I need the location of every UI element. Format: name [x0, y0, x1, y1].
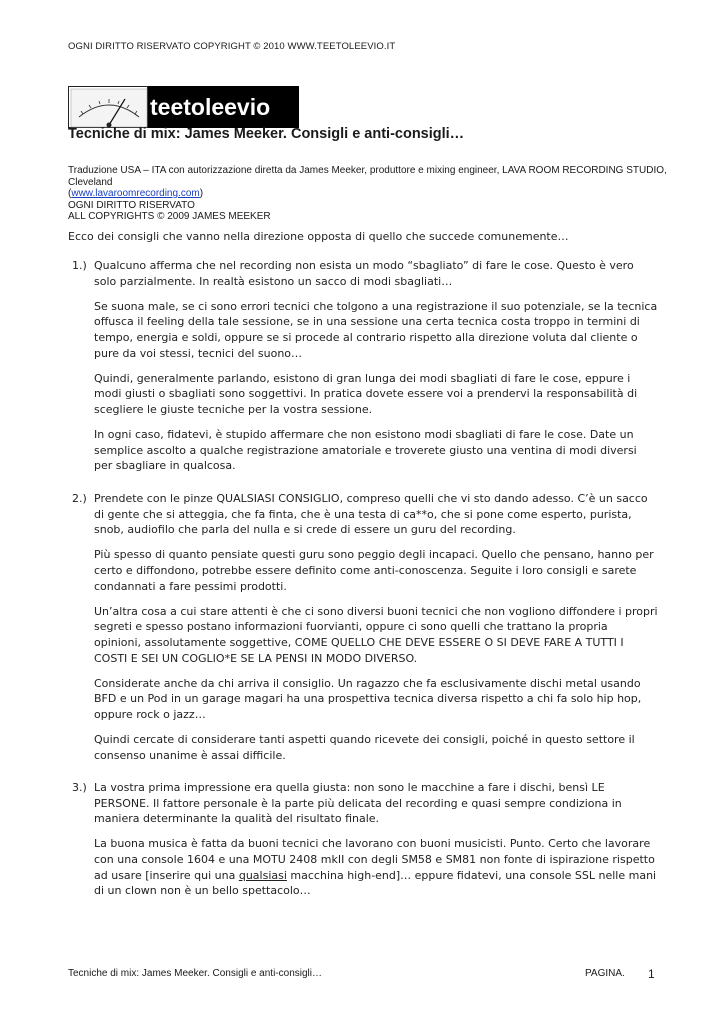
footer-page-label: PAGINA.	[585, 968, 625, 979]
page-header-copyright: OGNI DIRITTO RISERVATO COPYRIGHT © 2010 WWW.TEETOLEEVIO.IT	[68, 41, 396, 52]
credits-rights: OGNI DIRITTO RISERVATO	[68, 199, 195, 211]
list-item-1	[68, 258, 658, 474]
paragraph: La buona musica è fatta da buoni tecnici che lavorano con buoni musicisti. Punto. Certo che lavorare con una console 1604 e una MOTU 2408 mkII con degli SM58 e SM81 non fonte di ispirazione rispetto ad usare [inserire qui una qualsiasi macchina high-end]… eppure fidatevi, una console SSL nelle mani di un clown non è un bello spettacolo…	[94, 837, 657, 898]
paragraph: Prendete con le pinze QUALSIASI CONSIGLIO, compreso quelli che vi sto dando adesso. C’è un sacco di gente che si atteggia, che fa finta, che è una testa di ca**o, che si pone come esperto, purista, snob, audiofilo che parla del nulla e si crede di essere un guru del recording.	[94, 492, 648, 537]
list-item-number: 2.)	[72, 492, 87, 505]
page-footer	[68, 968, 668, 979]
list-item-3	[68, 780, 658, 899]
intro-paragraph: Ecco dei consigli che vanno nella direzione opposta di quello che succede comunemente…	[68, 230, 569, 243]
paragraph: In ogni caso, fidatevi, è stupido affermare che non esistono modi sbagliati di fare le cose. Date un semplice ascolto a qualche registrazione amatoriale e troverete giusto una ventina di modi diversi per sbagliare in qualcosa.	[94, 427, 637, 473]
paragraph: Più spesso di quanto pensiate questi guru sono peggio degli incapaci. Quello che pensano, hanno per certo e diffondono, potrebbe essere definito come anti-conoscenza. Seguite i loro consigli e sarete condannati a fare pessimi prodotti.	[94, 548, 654, 593]
vu-meter-icon	[68, 86, 148, 128]
credits-block	[68, 165, 668, 223]
paragraph: Un’altra cosa a cui stare attenti è che ci sono diversi buoni tecnici che non vogliono diffondere i propri segreti e spesso postano informazioni fuorvianti, oppure ci sono quelli che trattano la propria opinioni, assolutamente soggettive, COME QUELLO CHE DEVE ESSERE O SI DEVE FARE A TUTTI I COSTI E SEI UN COGLIO*E SE LA PENSI IN MODO DIVERSO.	[94, 604, 658, 665]
paragraph: La vostra prima impressione era quella giusta: non sono le macchine a fare i dischi, bensì LE PERSONE. Il fattore personale è la parte più delicata del recording e quasi sempre condiziona in maniera determinante la qualità del risultato finale.	[94, 781, 622, 826]
logo-brand-text: teetoleevio	[148, 86, 299, 128]
list-item-number: 3.)	[72, 781, 87, 794]
footer-title: Tecniche di mix: James Meeker. Consigli e anti-consigli…	[68, 968, 322, 979]
credits-copyright: ALL COPYRIGHTS © 2009 JAMES MEEKER	[68, 211, 271, 222]
page-title: Tecniche di mix: James Meeker. Consigli e anti-consigli…	[68, 126, 465, 142]
paragraph: Quindi, generalmente parlando, esistono di gran lunga dei modi sbagliati di fare le cose, eppure i modi giusti o sbagliati sono soggettivi. In pratica dovete essere voi a prendervi la responsabilità di scegliere le giuste tecniche per la vostra sessione.	[94, 371, 638, 416]
paragraph: Se suona male, se ci sono errori tecnici che tolgono a una registrazione il suo potenziale, se la tecnica offusca il feeling della tale sessione, se in una sessione una certa tecnica costa troppo in termini di tempo, energia e soldi, oppure se si procede al contrario rispetto alla direzione voluta dal cliente o pure da voi stessi, tecnici del suono…	[94, 299, 658, 360]
paragraph: Quindi cercate di considerare tanti aspetti quando ricevete dei consigli, poiché in questo settore il consenso unanime è assai difficile.	[94, 732, 635, 762]
list-item-number: 1.)	[72, 259, 87, 272]
paragraph: Qualcuno afferma che nel recording non esista un modo “sbagliato” di fare le cose. Questo è vero solo parzialmente. In realtà esistono un sacco di modi sbagliati…	[94, 259, 634, 288]
footer-page-number: 1	[648, 967, 655, 981]
website-link[interactable]: www.lavaroomrecording.com	[71, 188, 200, 199]
credits-translation: Traduzione USA – ITA con autorizzazione diretta da James Meeker, produttore e mixing engineer, LAVA ROOM RECORDING STUDIO, Cleveland	[68, 165, 667, 188]
list-item-2	[68, 491, 658, 763]
site-logo	[68, 86, 299, 128]
credits-link-line: (www.lavaroomrecording.com)	[68, 188, 204, 199]
paragraph: Considerate anche da chi arriva il consiglio. Un ragazzo che fa esclusivamente dischi metal usando BFD e un Pod in un garage magari ha una prospettiva tecnica diversa rispetto a chi fa solo hip hop, oppure rock o jazz…	[94, 676, 642, 721]
